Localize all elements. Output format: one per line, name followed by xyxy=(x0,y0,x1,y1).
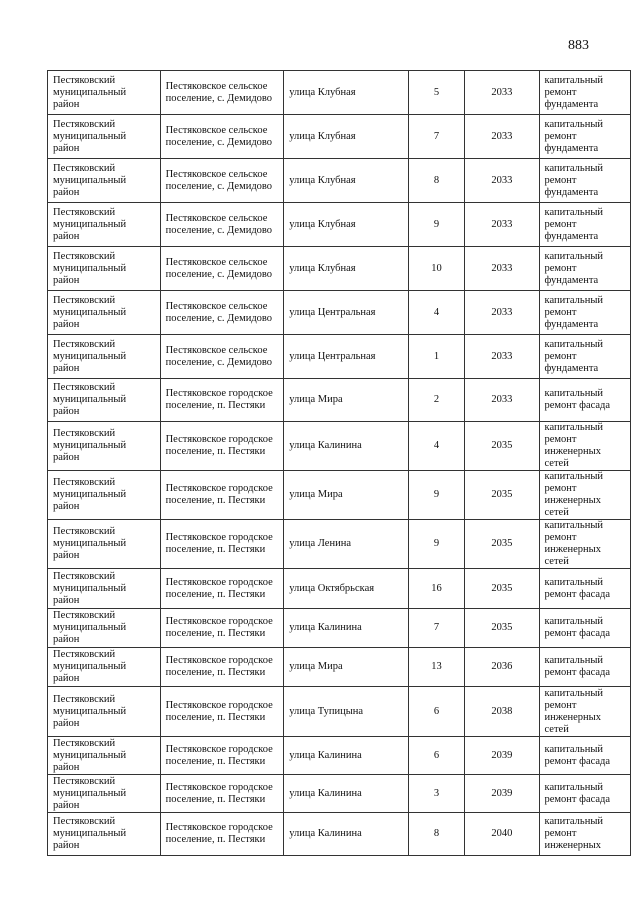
house-number-cell: 6 xyxy=(408,737,464,775)
street-cell: улица Клубная xyxy=(284,159,409,203)
table-row xyxy=(48,203,631,247)
year-cell: 2039 xyxy=(465,775,539,813)
year-cell: 2035 xyxy=(465,569,539,609)
street-cell: улица Калинина xyxy=(284,737,409,775)
street-cell: улица Тупицына xyxy=(284,687,409,737)
district-cell: Пестяковский муниципальный район xyxy=(48,203,161,247)
table-row xyxy=(48,247,631,291)
year-cell: 2033 xyxy=(465,159,539,203)
year-cell: 2033 xyxy=(465,71,539,115)
street-cell: улица Калинина xyxy=(284,813,409,856)
year-cell: 2035 xyxy=(465,520,539,569)
settlement-cell: Пестяковское городское поселение, п. Пестяки xyxy=(160,422,284,471)
work-type-cell: капитальный ремонт инженерных сетей xyxy=(539,687,631,737)
year-cell: 2038 xyxy=(465,687,539,737)
district-cell: Пестяковский муниципальный район xyxy=(48,379,161,422)
district-cell: Пестяковский муниципальный район xyxy=(48,569,161,609)
district-cell: Пестяковский муниципальный район xyxy=(48,335,161,379)
street-cell: улица Калинина xyxy=(284,422,409,471)
street-cell: улица Ленина xyxy=(284,520,409,569)
settlement-cell: Пестяковское городское поселение, п. Пестяки xyxy=(160,737,284,775)
house-number-cell: 6 xyxy=(408,687,464,737)
year-cell: 2033 xyxy=(465,291,539,335)
house-number-cell: 7 xyxy=(408,115,464,159)
year-cell: 2033 xyxy=(465,203,539,247)
work-type-cell: капитальный ремонт фундамента xyxy=(539,291,631,335)
settlement-cell: Пестяковское городское поселение, п. Пестяки xyxy=(160,569,284,609)
settlement-cell: Пестяковское сельское поселение, с. Демидово xyxy=(160,159,284,203)
house-number-cell: 9 xyxy=(408,471,464,520)
table-row xyxy=(48,335,631,379)
settlement-cell: Пестяковское городское поселение, п. Пестяки xyxy=(160,775,284,813)
street-cell: улица Калинина xyxy=(284,609,409,648)
street-cell: улица Клубная xyxy=(284,115,409,159)
house-number-cell: 7 xyxy=(408,609,464,648)
table-row xyxy=(48,471,631,520)
settlement-cell: Пестяковское сельское поселение, с. Демидово xyxy=(160,247,284,291)
settlement-cell: Пестяковское городское поселение, п. Пестяки xyxy=(160,609,284,648)
work-type-cell: капитальный ремонт инженерных xyxy=(539,813,631,856)
settlement-cell: Пестяковское сельское поселение, с. Демидово xyxy=(160,71,284,115)
year-cell: 2033 xyxy=(465,335,539,379)
work-type-cell: капитальный ремонт фасада xyxy=(539,648,631,687)
settlement-cell: Пестяковское городское поселение, п. Пестяки xyxy=(160,520,284,569)
house-number-cell: 2 xyxy=(408,379,464,422)
settlement-cell: Пестяковское городское поселение, п. Пестяки xyxy=(160,687,284,737)
street-cell: улица Калинина xyxy=(284,775,409,813)
settlement-cell: Пестяковское сельское поселение, с. Демидово xyxy=(160,115,284,159)
table-row xyxy=(48,520,631,569)
work-type-cell: капитальный ремонт фасада xyxy=(539,379,631,422)
house-number-cell: 3 xyxy=(408,775,464,813)
page-number: 883 xyxy=(568,38,589,53)
year-cell: 2040 xyxy=(465,813,539,856)
work-type-cell: капитальный ремонт фасада xyxy=(539,569,631,609)
district-cell: Пестяковский муниципальный район xyxy=(48,291,161,335)
street-cell: улица Клубная xyxy=(284,203,409,247)
settlement-cell: Пестяковское городское поселение, п. Пестяки xyxy=(160,379,284,422)
district-cell: Пестяковский муниципальный район xyxy=(48,471,161,520)
table-row xyxy=(48,648,631,687)
district-cell: Пестяковский муниципальный район xyxy=(48,775,161,813)
house-number-cell: 4 xyxy=(408,422,464,471)
house-number-cell: 9 xyxy=(408,520,464,569)
table-row xyxy=(48,115,631,159)
work-type-cell: капитальный ремонт фундамента xyxy=(539,203,631,247)
work-type-cell: капитальный ремонт инженерных сетей xyxy=(539,422,631,471)
district-cell: Пестяковский муниципальный район xyxy=(48,737,161,775)
district-cell: Пестяковский муниципальный район xyxy=(48,813,161,856)
house-number-cell: 8 xyxy=(408,159,464,203)
house-number-cell: 16 xyxy=(408,569,464,609)
work-type-cell: капитальный ремонт фасада xyxy=(539,609,631,648)
year-cell: 2033 xyxy=(465,379,539,422)
street-cell: улица Мира xyxy=(284,471,409,520)
settlement-cell: Пестяковское городское поселение, п. Пестяки xyxy=(160,471,284,520)
district-cell: Пестяковский муниципальный район xyxy=(48,71,161,115)
table-row xyxy=(48,609,631,648)
house-number-cell: 9 xyxy=(408,203,464,247)
district-cell: Пестяковский муниципальный район xyxy=(48,422,161,471)
district-cell: Пестяковский муниципальный район xyxy=(48,520,161,569)
house-number-cell: 8 xyxy=(408,813,464,856)
settlement-cell: Пестяковское сельское поселение, с. Демидово xyxy=(160,335,284,379)
year-cell: 2035 xyxy=(465,609,539,648)
street-cell: улица Клубная xyxy=(284,71,409,115)
table-row xyxy=(48,159,631,203)
table-row xyxy=(48,687,631,737)
table-row xyxy=(48,71,631,115)
table-row xyxy=(48,422,631,471)
table-row xyxy=(48,737,631,775)
settlement-cell: Пестяковское городское поселение, п. Пестяки xyxy=(160,813,284,856)
house-number-cell: 5 xyxy=(408,71,464,115)
street-cell: улица Центральная xyxy=(284,335,409,379)
table-row xyxy=(48,775,631,813)
work-type-cell: капитальный ремонт фундамента xyxy=(539,247,631,291)
work-type-cell: капитальный ремонт фундамента xyxy=(539,115,631,159)
house-number-cell: 1 xyxy=(408,335,464,379)
street-cell: улица Клубная xyxy=(284,247,409,291)
table-row xyxy=(48,291,631,335)
district-cell: Пестяковский муниципальный район xyxy=(48,247,161,291)
year-cell: 2035 xyxy=(465,422,539,471)
district-cell: Пестяковский муниципальный район xyxy=(48,609,161,648)
street-cell: улица Мира xyxy=(284,648,409,687)
table-body xyxy=(48,71,631,856)
settlement-cell: Пестяковское сельское поселение, с. Демидово xyxy=(160,291,284,335)
district-cell: Пестяковский муниципальный район xyxy=(48,115,161,159)
year-cell: 2039 xyxy=(465,737,539,775)
work-type-cell: капитальный ремонт инженерных сетей xyxy=(539,471,631,520)
year-cell: 2036 xyxy=(465,648,539,687)
work-type-cell: капитальный ремонт фундамента xyxy=(539,335,631,379)
street-cell: улица Мира xyxy=(284,379,409,422)
table-row xyxy=(48,379,631,422)
table-row xyxy=(48,569,631,609)
year-cell: 2035 xyxy=(465,471,539,520)
settlement-cell: Пестяковское городское поселение, п. Пестяки xyxy=(160,648,284,687)
district-cell: Пестяковский муниципальный район xyxy=(48,159,161,203)
work-type-cell: капитальный ремонт фасада xyxy=(539,775,631,813)
repair-schedule-table xyxy=(47,70,631,856)
street-cell: улица Центральная xyxy=(284,291,409,335)
year-cell: 2033 xyxy=(465,115,539,159)
house-number-cell: 10 xyxy=(408,247,464,291)
street-cell: улица Октябрьская xyxy=(284,569,409,609)
district-cell: Пестяковский муниципальный район xyxy=(48,687,161,737)
work-type-cell: капитальный ремонт фундамента xyxy=(539,71,631,115)
house-number-cell: 4 xyxy=(408,291,464,335)
work-type-cell: капитальный ремонт фундамента xyxy=(539,159,631,203)
house-number-cell: 13 xyxy=(408,648,464,687)
district-cell: Пестяковский муниципальный район xyxy=(48,648,161,687)
settlement-cell: Пестяковское сельское поселение, с. Демидово xyxy=(160,203,284,247)
year-cell: 2033 xyxy=(465,247,539,291)
work-type-cell: капитальный ремонт фасада xyxy=(539,737,631,775)
work-type-cell: капитальный ремонт инженерных сетей xyxy=(539,520,631,569)
table-row xyxy=(48,813,631,856)
